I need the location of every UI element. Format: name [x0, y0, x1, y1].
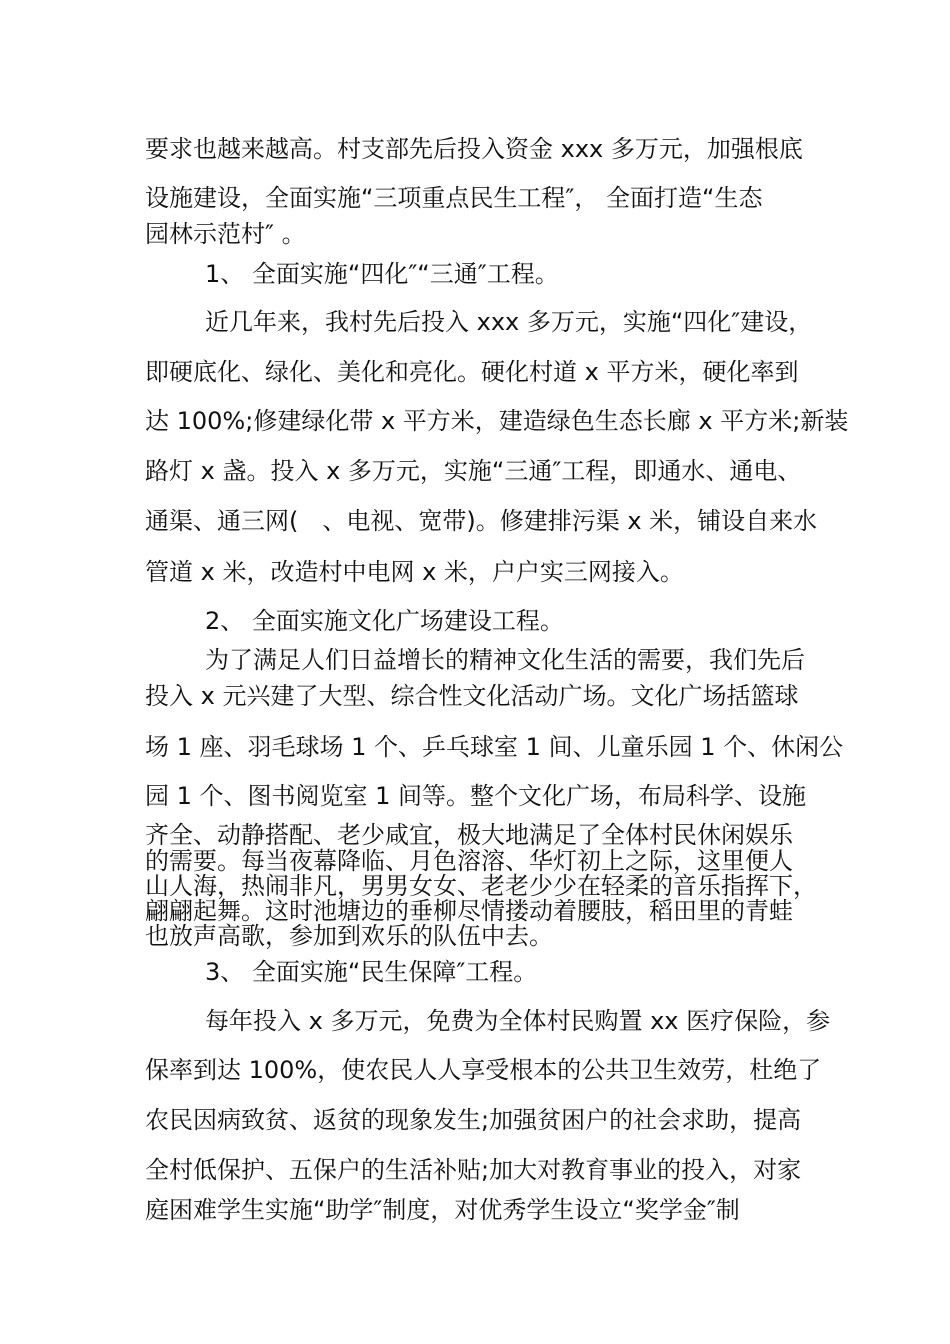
text-line: 翩翩起舞。这时池塘边的垂柳尽情搂动着腰肢，稻田里的青蛙 [145, 897, 793, 925]
text-line: 园林示范村″ 。 [145, 220, 306, 248]
section-heading: 3、 全面实施“民生保障″工程。 [205, 958, 538, 986]
text-line: 设施建设，全面实施“三项重点民生工程″， 全面打造“生态 [145, 184, 763, 212]
text-line: 也放声高歌，参加到欢乐的队伍中去。 [145, 922, 553, 950]
text-line: 庭困难学生实施“助学″制度，对优秀学生设立“奖学金″制 [145, 1196, 740, 1224]
text-line: 要求也越来越高。村支部先后投入资金 xxx 多万元，加强根底 [145, 135, 803, 163]
text-line: 农民因病致贫、返贫的现象发生;加强贫困户的社会求助，提高 [145, 1106, 802, 1134]
text-line: 管道 x 米，改造村中电网 x 米，户户实三网接入。 [145, 558, 684, 586]
section-heading: 1、 全面实施“四化″“三通″工程。 [205, 260, 559, 288]
text-line: 达 100%;修建绿化带 x 平方米，建造绿色生态长廊 x 平方米;新装 [145, 407, 849, 435]
text-line: 近几年来，我村先后投入 xxx 多万元，实施“四化″建设， [205, 308, 813, 336]
text-line: 每年投入 x 多万元，免费为全体村民购置 xx 医疗保险，参 [205, 1007, 831, 1035]
text-line: 路灯 x 盏。投入 x 多万元，实施“三通″工程，即通水、通电、 [145, 457, 802, 485]
text-line: 为了满足人们日益增长的精神文化生活的需要，我们先后 [205, 646, 805, 674]
text-line: 园 1 个、图书阅览室 1 间等。整个文化广场，布局科学、设施 [145, 782, 807, 810]
text-line: 投入 x 元兴建了大型、综合性文化活动广场。文化广场括篮球 [145, 682, 799, 710]
text-line: 的需要。每当夜幕降临、月色溶溶、华灯初上之际，这里便人 [145, 847, 793, 875]
text-line: 场 1 座、羽毛球场 1 个、乒乓球室 1 间、儿童乐园 1 个、休闲公 [145, 733, 844, 761]
text-line: 通渠、通三网( 、电视、宽带)。修建排污渠 x 米，铺设自来水 [145, 507, 818, 535]
text-line: 山人海，热闹非凡，男男女女、老老少少在轻柔的音乐指挥下， [145, 872, 817, 900]
text-line: 全村低保护、五保户的生活补贴;加大对教育事业的投入，对家 [145, 1156, 802, 1184]
text-line: 即硬底化、绿化、美化和亮化。硬化村道 x 平方米，硬化率到 [145, 358, 799, 386]
section-heading: 2、 全面实施文化广场建设工程。 [205, 607, 564, 635]
text-line: 保率到达 100%，使农民人人享受根本的公共卫生效劳，杜绝了 [145, 1056, 822, 1084]
text-line: 齐全、动静搭配、老少咸宜，极大地满足了全体村民休闲娱乐 [145, 821, 793, 849]
